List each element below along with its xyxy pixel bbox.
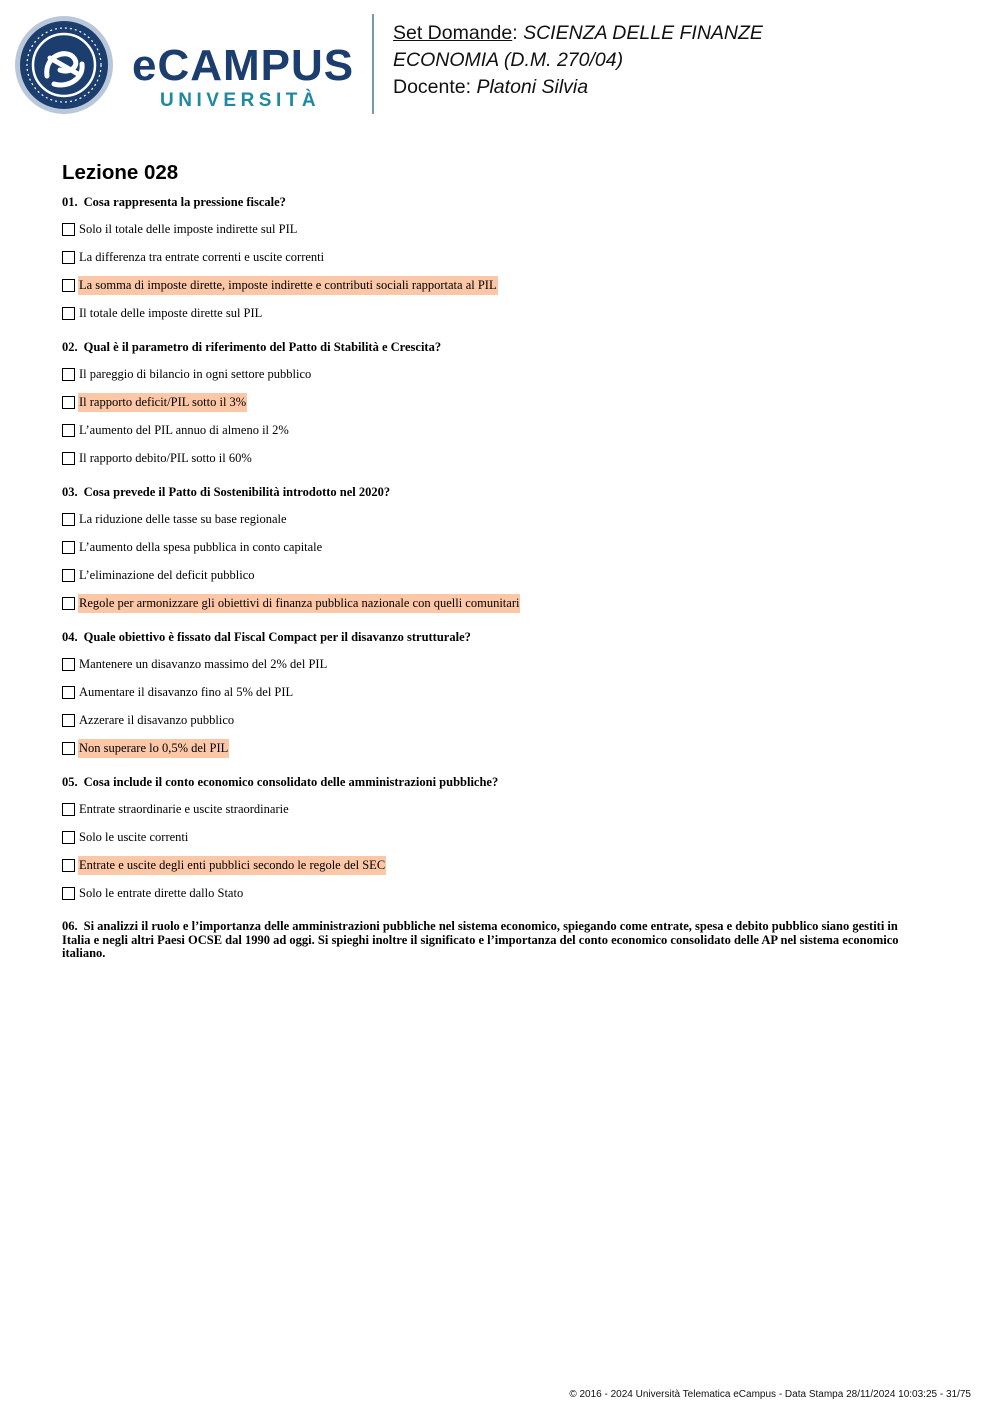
open-question-text: Si analizzi il ruolo e l’importanza delle amministrazioni pubbliche nel sistema economico, spiegando come entrate, spesa e debito pubblico siano gestiti in Italia e negli altri Paesi OCSE dal 1990 ad oggi. Si spieghi inoltre il significato e l’importanza del conto economico consolidato delle AP nel sistema economico italiano. <box>62 919 899 960</box>
answer-option[interactable] <box>62 706 922 734</box>
question-list <box>62 195 922 961</box>
answer-checkbox[interactable] <box>62 569 75 582</box>
option-text: Il pareggio di bilancio in ogni settore pubblico <box>79 366 312 381</box>
header-line-2 <box>393 47 763 74</box>
option-text-correct: Il rapporto deficit/PIL sotto il 3% <box>78 393 247 412</box>
answer-option[interactable] <box>62 823 922 851</box>
answer-option[interactable] <box>62 299 922 327</box>
question-label: Cosa include il conto economico consolidato delle amministrazioni pubbliche? <box>83 775 499 789</box>
header-line-1 <box>393 20 763 47</box>
answer-checkbox[interactable] <box>62 452 75 465</box>
question-text <box>62 485 922 499</box>
question-block <box>62 775 922 907</box>
answer-option[interactable] <box>62 215 922 243</box>
answer-checkbox[interactable] <box>62 307 75 320</box>
option-text: Azzerare il disavanzo pubblico <box>79 712 235 727</box>
option-text: L’eliminazione del deficit pubblico <box>79 567 255 582</box>
answer-option[interactable] <box>62 589 922 617</box>
question-label: Cosa prevede il Patto di Sostenibilità introdotto nel 2020? <box>83 485 391 499</box>
answer-checkbox[interactable] <box>62 859 75 872</box>
answer-checkbox[interactable] <box>62 279 75 292</box>
answer-checkbox[interactable] <box>62 887 75 900</box>
answer-option[interactable] <box>62 243 922 271</box>
question-text <box>62 775 922 789</box>
question-number: 02. <box>62 340 78 354</box>
question-number: 06. <box>62 919 78 933</box>
set-sep: : <box>512 22 524 44</box>
header-info <box>393 20 763 101</box>
answer-option[interactable] <box>62 360 922 388</box>
subject: SCIENZA DELLE FINANZE <box>523 22 763 44</box>
answer-checkbox[interactable] <box>62 658 75 671</box>
answer-option[interactable] <box>62 795 922 823</box>
answer-checkbox[interactable] <box>62 597 75 610</box>
option-text: Solo il totale delle imposte indirette sul PIL <box>79 221 298 236</box>
header-divider <box>372 14 374 114</box>
option-text: Mantenere un disavanzo massimo del 2% del PIL <box>79 656 328 671</box>
answer-checkbox[interactable] <box>62 714 75 727</box>
option-text: Solo le entrate dirette dallo Stato <box>79 885 244 900</box>
option-text: L’aumento della spesa pubblica in conto capitale <box>79 539 323 554</box>
answer-option[interactable] <box>62 533 922 561</box>
answer-option[interactable] <box>62 734 922 762</box>
answer-checkbox[interactable] <box>62 424 75 437</box>
option-text: Entrate straordinarie e uscite straordinarie <box>79 801 289 816</box>
set-label: Set Domande <box>393 22 513 44</box>
teacher-name: Platoni Silvia <box>476 76 589 98</box>
logo-subtext: UNIVERSITÀ <box>160 90 321 111</box>
ecampus-logo <box>14 14 359 116</box>
question-label: Cosa rappresenta la pressione fiscale? <box>83 195 286 209</box>
question-block <box>62 340 922 472</box>
answer-checkbox[interactable] <box>62 803 75 816</box>
option-text-correct: Entrate e uscite degli enti pubblici secondo le regole del SEC <box>78 856 386 875</box>
answer-checkbox[interactable] <box>62 223 75 236</box>
question-block <box>62 195 922 327</box>
answer-checkbox[interactable] <box>62 686 75 699</box>
header-line-3 <box>393 74 763 101</box>
answer-option[interactable] <box>62 678 922 706</box>
lesson-title: Lezione 028 <box>62 161 179 184</box>
question-text <box>62 340 922 354</box>
course: ECONOMIA (D.M. 270/04) <box>393 49 624 71</box>
answer-checkbox[interactable] <box>62 368 75 381</box>
answer-checkbox[interactable] <box>62 742 75 755</box>
option-text: L’aumento del PIL annuo di almeno il 2% <box>79 422 289 437</box>
question-block <box>62 485 922 617</box>
option-text: La riduzione delle tasse su base regionale <box>79 511 287 526</box>
answer-checkbox[interactable] <box>62 541 75 554</box>
page-footer: © 2016 - 2024 Università Telematica eCampus - Data Stampa 28/11/2024 10:03:25 - 31/75 <box>569 1389 971 1400</box>
teacher-label: Docente: <box>393 76 477 98</box>
question-number: 01. <box>62 195 78 209</box>
answer-option[interactable] <box>62 879 922 907</box>
option-text-correct: Regole per armonizzare gli obiettivi di finanza pubblica nazionale con quelli comunitari <box>78 594 520 613</box>
option-text: Il totale delle imposte dirette sul PIL <box>79 305 263 320</box>
answer-option[interactable] <box>62 388 922 416</box>
logo-text: eCAMPUS <box>132 41 355 90</box>
open-question <box>62 920 917 961</box>
answer-checkbox[interactable] <box>62 251 75 264</box>
page-header <box>0 0 1000 130</box>
question-text <box>62 630 922 644</box>
answer-checkbox[interactable] <box>62 396 75 409</box>
answer-option[interactable] <box>62 505 922 533</box>
answer-option[interactable] <box>62 416 922 444</box>
question-block <box>62 630 922 762</box>
question-text <box>62 195 922 209</box>
answer-option[interactable] <box>62 650 922 678</box>
question-number: 03. <box>62 485 78 499</box>
answer-option[interactable] <box>62 851 922 879</box>
question-number: 04. <box>62 630 78 644</box>
answer-option[interactable] <box>62 444 922 472</box>
answer-option[interactable] <box>62 271 922 299</box>
option-text: Aumentare il disavanzo fino al 5% del PIL <box>79 684 294 699</box>
question-number: 05. <box>62 775 78 789</box>
answer-checkbox[interactable] <box>62 513 75 526</box>
option-text-correct: Non superare lo 0,5% del PIL <box>78 739 229 758</box>
option-text: La differenza tra entrate correnti e uscite correnti <box>79 249 325 264</box>
option-text: Il rapporto debito/PIL sotto il 60% <box>79 450 252 465</box>
question-label: Quale obiettivo è fissato dal Fiscal Compact per il disavanzo strutturale? <box>83 630 471 644</box>
answer-checkbox[interactable] <box>62 831 75 844</box>
option-text: Solo le uscite correnti <box>79 829 189 844</box>
question-label: Qual è il parametro di riferimento del Patto di Stabilità e Crescita? <box>83 340 442 354</box>
option-text-correct: La somma di imposte dirette, imposte indirette e contributi sociali rapportata al PIL <box>78 276 498 295</box>
answer-option[interactable] <box>62 561 922 589</box>
